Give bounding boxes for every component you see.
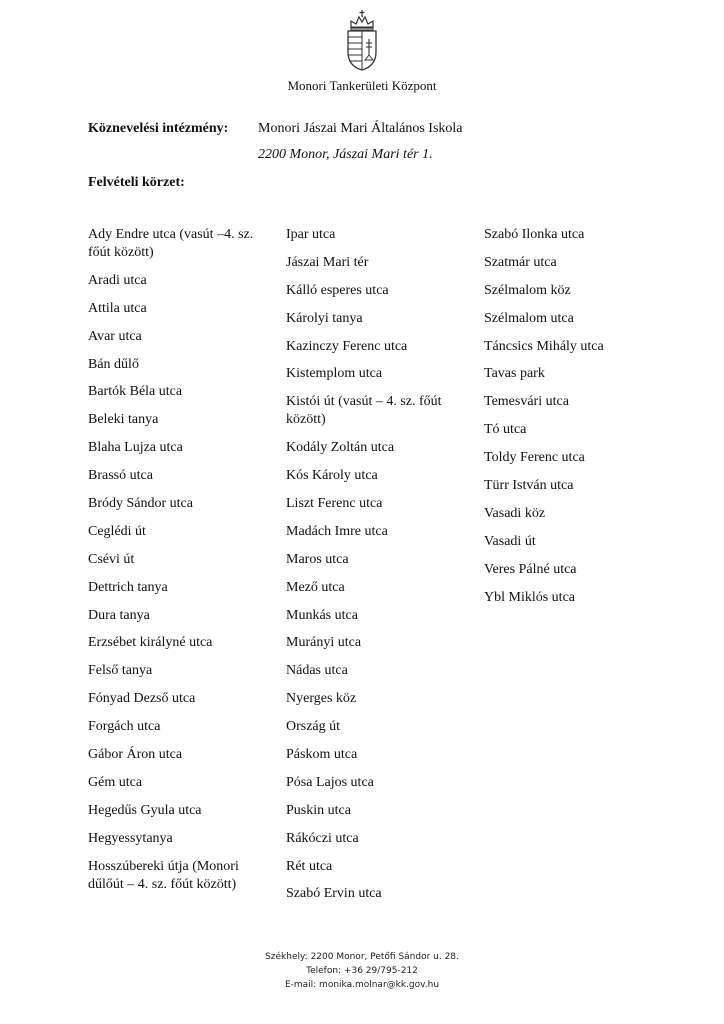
street-item: Ady Endre utca (vasút –4. sz. főút között) <box>88 227 254 260</box>
institution-address: 2200 Monor, Jászai Mari tér 1. <box>258 147 433 162</box>
organization-name: Monori Tankerületi Központ <box>287 78 437 93</box>
street-item: Rét utca <box>286 858 333 874</box>
street-item: Vasadi út <box>484 533 536 549</box>
street-column-1 <box>88 226 268 903</box>
street-item: Szabó Ervin utca <box>286 886 382 902</box>
street-item: Dettrich tanya <box>88 579 168 595</box>
street-item: Gém utca <box>88 774 143 790</box>
footer <box>0 950 724 992</box>
street-item: Vasadi köz <box>484 505 546 521</box>
street-item: Murányi utca <box>286 635 362 651</box>
street-item: Blaha Lujza utca <box>88 440 183 456</box>
footer-email: E-mail: monika.molnar@kk.gov.hu <box>284 980 440 990</box>
street-item: Jászai Mari tér <box>286 254 369 270</box>
street-item: Pósa Lajos utca <box>286 774 374 790</box>
street-item: Bán dűlő <box>88 356 139 372</box>
street-item: Ipar utca <box>286 227 336 242</box>
street-item: Aradi utca <box>88 272 147 288</box>
street-item: Nádas utca <box>286 663 348 679</box>
street-item: Ceglédi út <box>88 523 146 539</box>
street-item: Forgách utca <box>88 719 161 735</box>
street-item: Gábor Áron utca <box>88 747 183 763</box>
street-item: Kós Károly utca <box>286 468 378 484</box>
street-item: Avar utca <box>88 328 142 344</box>
street-item: Veres Pálné utca <box>484 561 577 577</box>
street-item: Bródy Sándor utca <box>88 496 193 512</box>
district-label: Felvételi körzet: <box>88 175 185 190</box>
street-item: Nyerges köz <box>286 691 357 707</box>
street-item: Maros utca <box>286 551 349 567</box>
coat-of-arms-icon <box>339 8 385 72</box>
street-item: Dura tanya <box>88 607 150 623</box>
street-item: Hosszúbereki útja (Monori dűlőút – 4. sz. főút között) <box>88 858 239 892</box>
street-item: Puskin utca <box>286 802 351 818</box>
street-item: Mező utca <box>286 579 345 595</box>
street-item: Fónyad Dezső utca <box>88 691 196 707</box>
street-item: Kistemplom utca <box>286 366 383 382</box>
street-item: Felső tanya <box>88 663 153 679</box>
street-item: Madách Imre utca <box>286 523 388 539</box>
street-item: Táncsics Mihály utca <box>484 338 604 354</box>
street-item: Tó utca <box>484 422 527 438</box>
street-item: Páskom utca <box>286 747 358 763</box>
street-item: Szabó Ilonka utca <box>484 227 585 242</box>
footer-phone: Telefon: +36 29/795-212 <box>306 966 418 976</box>
street-item: Bartók Béla utca <box>88 384 183 400</box>
street-item: Szélmalom utca <box>484 310 574 326</box>
street-item: Hegedűs Gyula utca <box>88 802 202 818</box>
footer-seat: Székhely: 2200 Monor, Petőfi Sándor u. 28. <box>265 952 459 962</box>
street-item: Károlyi tanya <box>286 310 363 326</box>
street-item: Toldy Ferenc utca <box>484 450 585 466</box>
street-item: Beleki tanya <box>88 412 159 428</box>
street-item: Temesvári utca <box>484 394 569 410</box>
street-item: Ország út <box>286 719 341 735</box>
street-item: Szatmár utca <box>484 254 557 270</box>
street-item: Csévi út <box>88 551 135 567</box>
institution-name: Monori Jászai Mari Általános Iskola <box>258 121 463 136</box>
street-item: Kodály Zoltán utca <box>286 440 395 456</box>
street-item: Ybl Miklós utca <box>484 589 575 605</box>
street-item: Kistói út (vasút – 4. sz. főút között) <box>286 394 442 428</box>
street-item: Hegyessytanya <box>88 830 173 846</box>
street-item: Erzsébet királyné utca <box>88 635 213 651</box>
street-column-2 <box>286 226 456 913</box>
street-item: Liszt Ferenc utca <box>286 496 383 512</box>
street-item: Kálló esperes utca <box>286 282 389 298</box>
street-item: Attila utca <box>88 300 147 316</box>
street-item: Rákóczi utca <box>286 830 359 846</box>
street-item: Munkás utca <box>286 607 358 623</box>
street-item: Tavas park <box>484 366 545 382</box>
street-item: Kazinczy Ferenc utca <box>286 338 408 354</box>
street-item: Türr István utca <box>484 478 574 494</box>
street-item: Brassó utca <box>88 468 153 484</box>
street-column-3 <box>484 226 684 616</box>
street-item: Szélmalom köz <box>484 282 571 298</box>
institution-label: Köznevelési intézmény: <box>88 121 229 136</box>
